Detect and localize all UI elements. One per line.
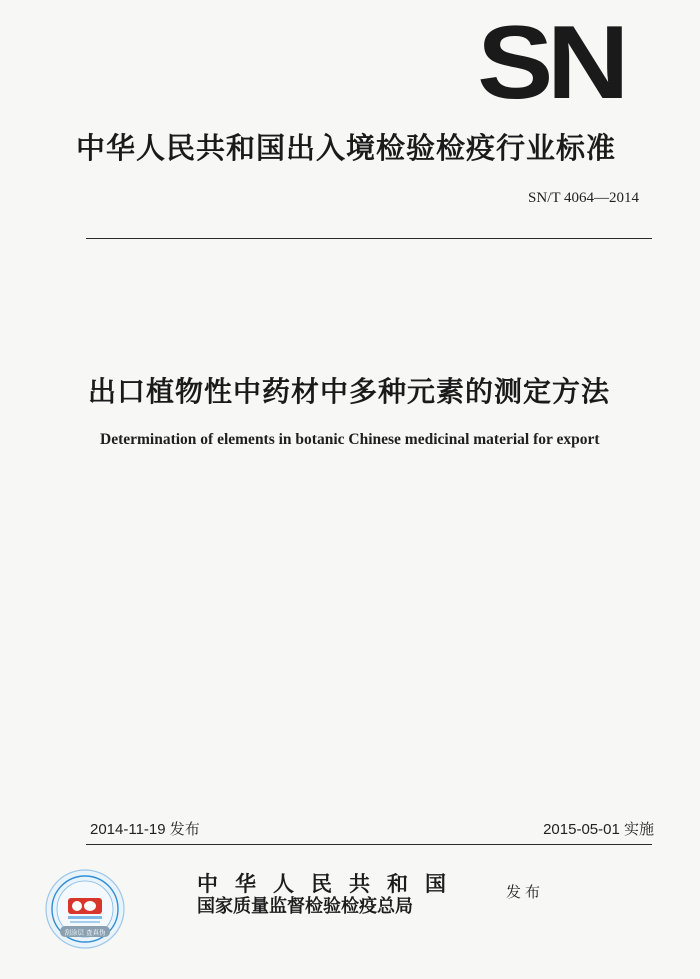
logo-text: SN xyxy=(477,18,623,110)
chinese-title: 出口植物性中药材中多种元素的测定方法 xyxy=(88,375,611,408)
org-title: 中华人民共和国出入境检验检疫行业标准 xyxy=(76,131,617,165)
anti-counterfeit-seal xyxy=(44,868,126,950)
sn-logo xyxy=(475,18,625,110)
publisher-block xyxy=(197,873,497,919)
seal-label: 刮涂层 查真伪 xyxy=(64,928,106,937)
top-divider xyxy=(86,238,652,239)
bottom-divider xyxy=(86,844,652,845)
issue-date: 2014-11-19 发布 xyxy=(90,821,200,838)
publisher-line-2: 国家质量监督检验检疫总局 xyxy=(197,896,413,917)
standard-code: SN/T 4064—2014 xyxy=(528,190,639,206)
publish-label: 发布 xyxy=(506,883,545,901)
english-title: Determination of elements in botanic Chinese medicinal material for export xyxy=(100,431,600,448)
publisher-line-1: 中华人民共和国 xyxy=(197,871,463,896)
implementation-date: 2015-05-01 实施 xyxy=(543,821,654,838)
